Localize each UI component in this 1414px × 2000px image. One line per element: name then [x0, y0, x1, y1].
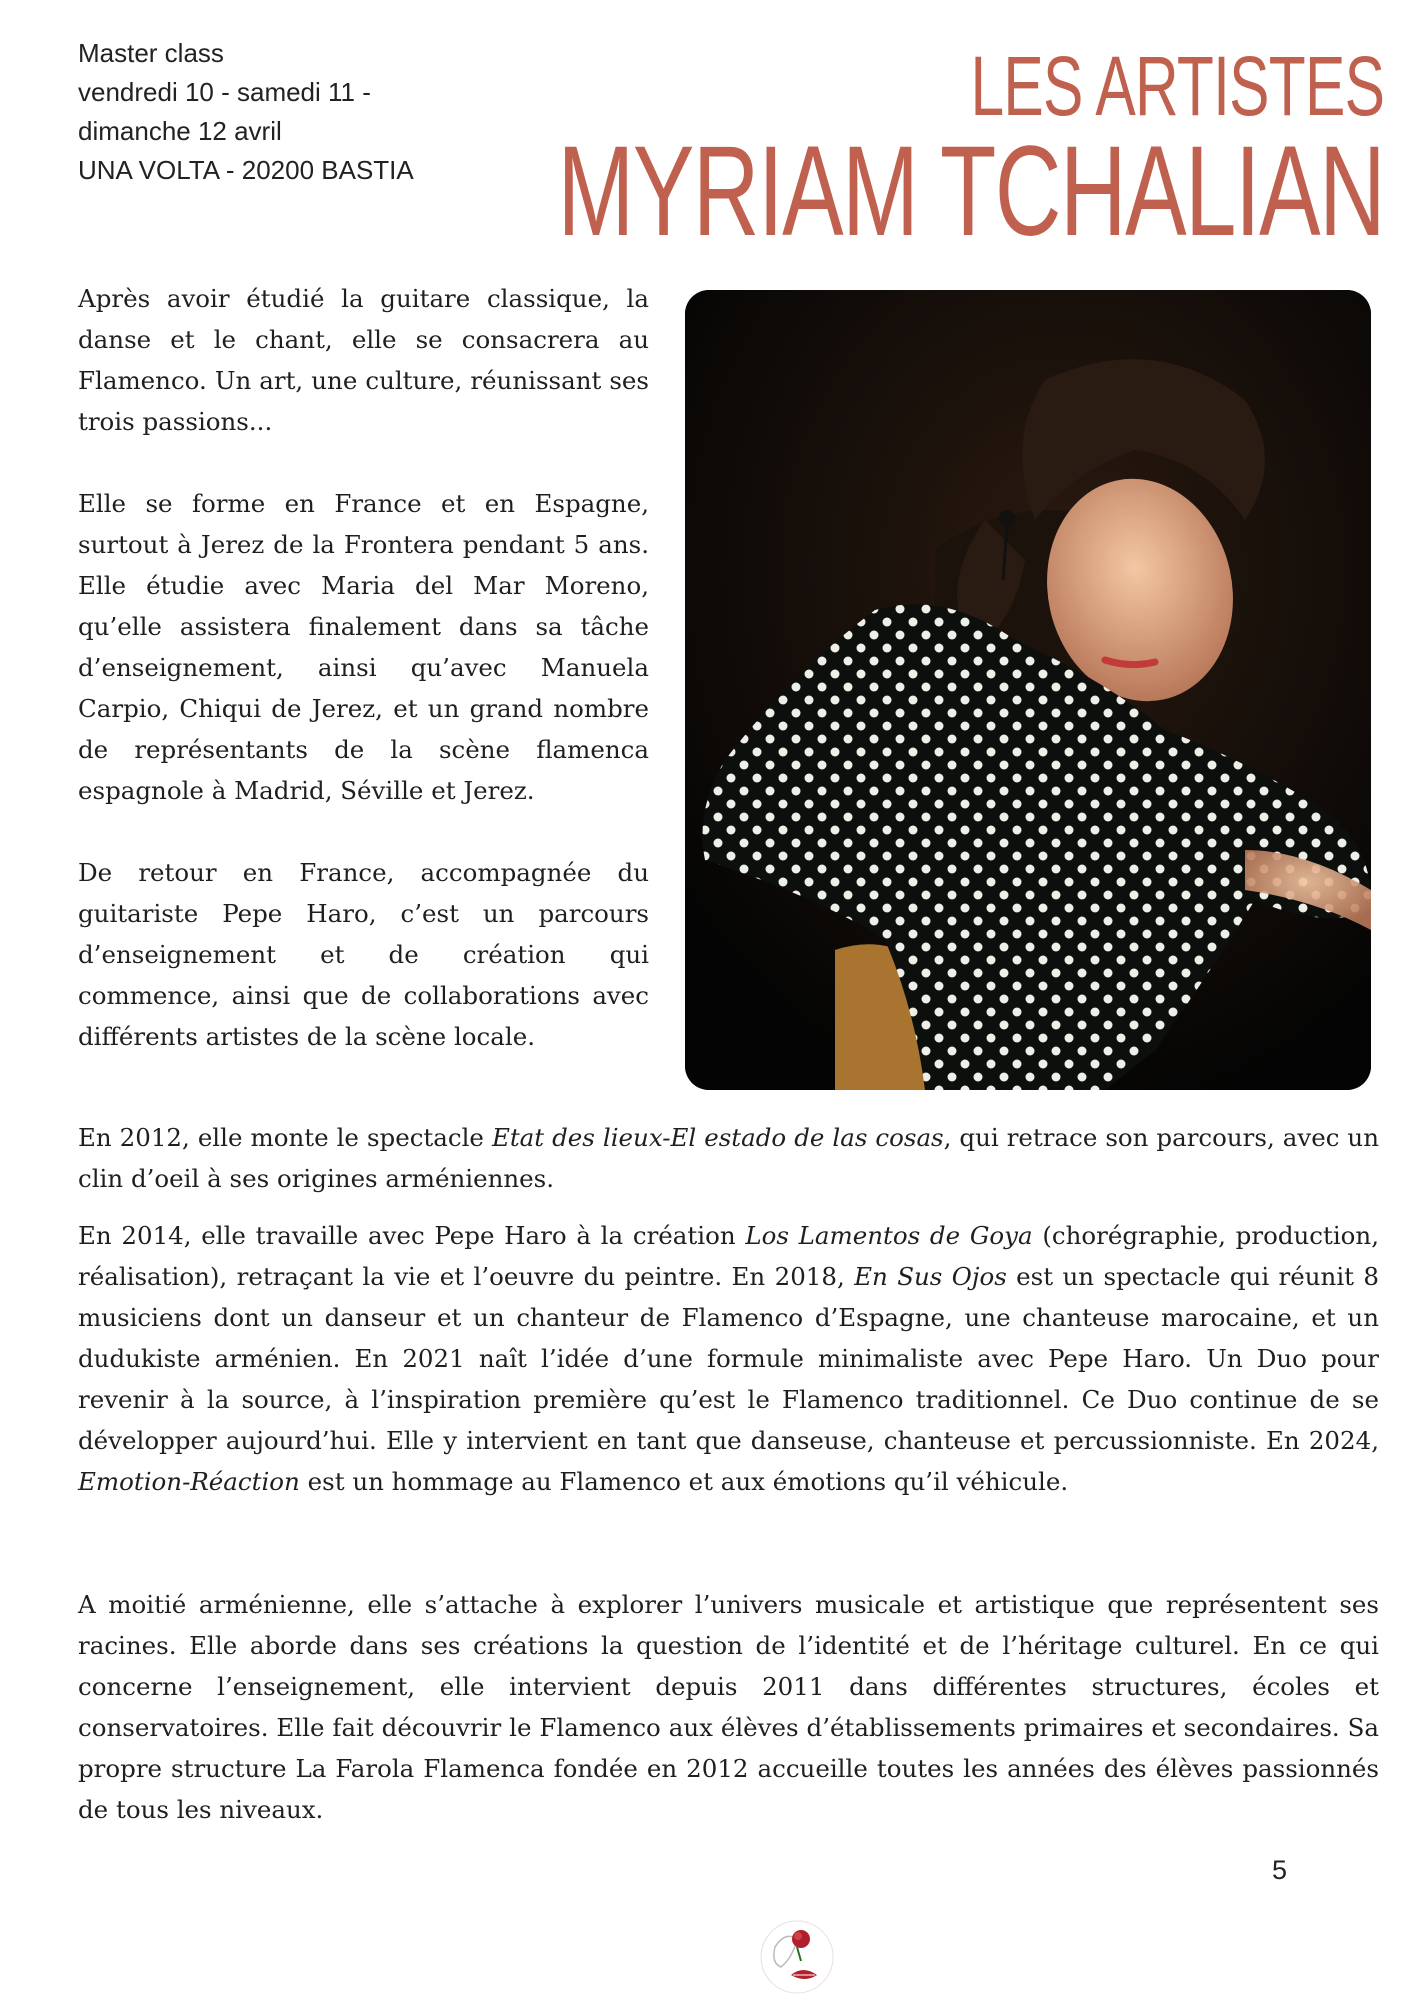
- show-title-emotion-reaction: Emotion-Réaction: [78, 1467, 300, 1496]
- title-block: [236, 39, 1384, 263]
- show-title-etat-des-lieux: Etat des lieux-El estado de las cosas: [491, 1123, 944, 1152]
- show-title-los-lamentos: Los Lamentos de Goya: [745, 1221, 1033, 1250]
- p4-text-a: En 2012, elle monte le spectacle: [78, 1123, 492, 1152]
- bio-paragraph-1: Après avoir étudié la guitare classique, la danse et le chant, elle se consacrera au Flamenco. Un art, une culture, réunissant ses trois passions...: [78, 284, 649, 436]
- artist-photo: [685, 290, 1371, 1090]
- p6-text: A moitié arménienne, elle s’attache à explorer l’univers musicale et artistique que représentent ses racines. Elle aborde dans ses créations la question de l’identité et de l’héritage culturel. En ce qui concerne l’enseignement, elle intervient depuis 2011 dans différentes structures, écoles et conservatoires. Elle fait découvrir le Flamenco aux élèves d’établissements primaires et secondaires. Sa propre structure La Farola Flamenca fondée en 2012 accueille toutes les années des élèves passionnés de tous les niveaux.: [78, 1590, 1379, 1824]
- show-title-en-sus-ojos: En Sus Ojos: [854, 1262, 1007, 1291]
- dancer-illustration: [685, 290, 1371, 1090]
- bio-paragraph-5: [78, 1215, 1379, 1502]
- bio-paragraph-4: [78, 1117, 1379, 1199]
- p5-text-b: (chorégraphie, production, réalisation), retraçant la vie et l’oeuvre du peintre. En 2018,: [78, 1221, 1379, 1291]
- la-farola-logo-icon: [757, 1917, 837, 1997]
- bio-paragraph-6: [78, 1584, 1379, 1830]
- p5-text-d: est un hommage au Flamenco et aux émotions qu’il véhicule.: [299, 1467, 1069, 1496]
- event-type: Master class: [78, 38, 224, 68]
- section-title: LES ARTISTES: [970, 39, 1384, 133]
- page-number: 5: [1272, 1855, 1288, 1885]
- p5-text-c: est un spectacle qui réunit 8 musiciens dont un danseur et un chanteur de Flamenco d’Espagne, une chanteuse marocaine, et un dudukiste arménien. En 2021 naît l’idée d’une formule minimaliste avec Pepe Haro. Un Duo pour revenir à la source, à l’inspiration première qu’est le Flamenco traditionnel. Ce Duo continue de se développer aujourd’hui. Elle y intervient en tant que danseuse, chanteuse et percussionniste. En 2024,: [78, 1262, 1379, 1455]
- bio-column: [78, 278, 649, 1057]
- p4-text-b: , qui retrace son parcours, avec un clin d’oeil à ses origines arméniennes.: [78, 1123, 1379, 1193]
- artist-name: MYRIAM TCHALIAN: [557, 120, 1384, 263]
- bio-paragraph-3: De retour en France, accompagnée du guitariste Pepe Haro, c’est un parcours d’enseignement et de création qui commence, ainsi que de collaborations avec différents artistes de la scène locale.: [78, 858, 649, 1051]
- bio-paragraph-2: Elle se forme en France et en Espagne, surtout à Jerez de la Frontera pendant 5 ans. Elle étudie avec Maria del Mar Moreno, qu’elle assistera finalement dans sa tâche d’enseignement, ainsi qu’avec Manuela Carpio, Chiqui de Jerez, et un grand nombre de représentants de la scène flamenca espagnole à Madrid, Séville et Jerez.: [78, 489, 649, 805]
- event-dates-line1: vendredi 10 - samedi 11 -: [78, 77, 371, 107]
- p5-text-a: En 2014, elle travaille avec Pepe Haro à la création: [78, 1221, 746, 1250]
- event-venue: UNA VOLTA - 20200 BASTIA: [78, 155, 414, 185]
- event-dates-line2: dimanche 12 avril: [78, 116, 282, 146]
